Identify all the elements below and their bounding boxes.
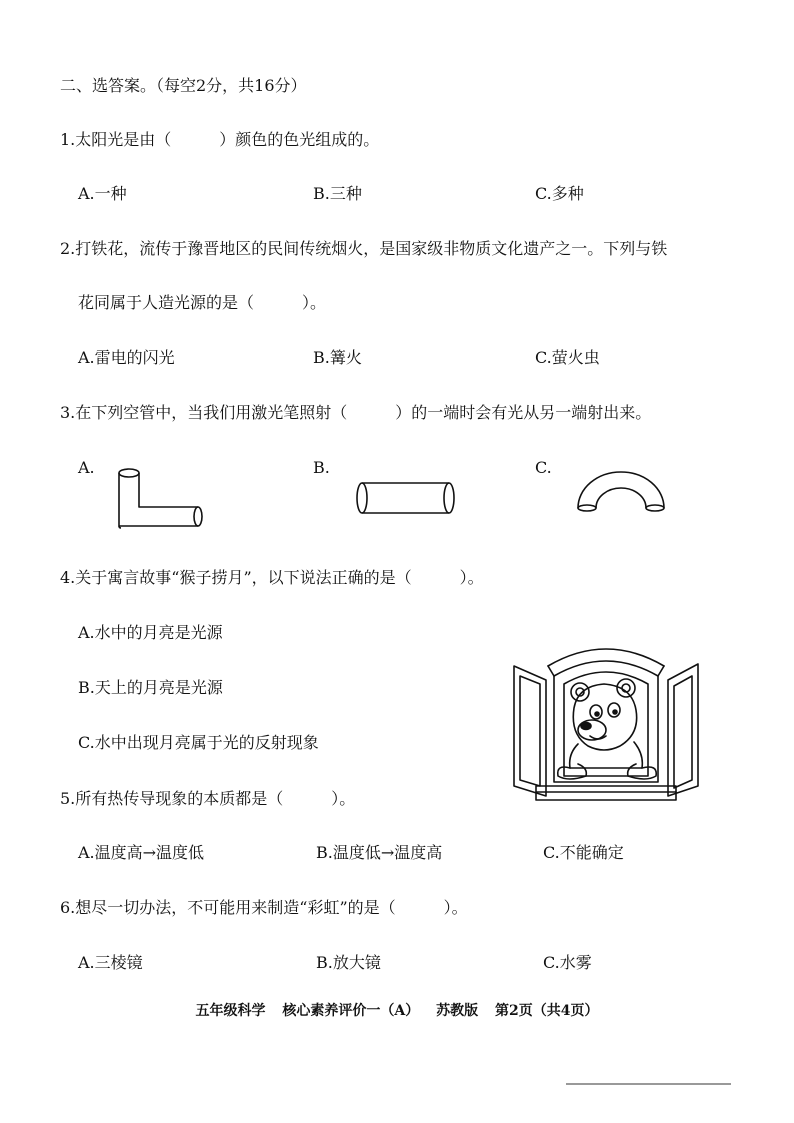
question-2-stem-line-2: 花同属于人造光源的是（ ）。 [78,293,327,312]
question-5-stem: 5.所有热传导现象的本质都是（ ）。 [60,789,356,808]
section-title: 二、选答案。（每空2分，共16分） [60,76,307,95]
question-3-option-c[interactable]: C. [535,458,552,477]
question-2-option-c[interactable]: C.萤火虫 [535,348,600,367]
page-footer [0,1000,794,1020]
question-4-option-b[interactable]: B.天上的月亮是光源 [78,678,223,697]
question-4-option-a[interactable]: A.水中的月亮是光源 [78,623,223,642]
footer-assessment: 核心素养评价一（A） [282,1003,420,1019]
bear-in-window-illustration [508,636,704,808]
arch-tube-icon [574,466,668,516]
question-2-option-a[interactable]: A.雷电的闪光 [78,348,175,367]
footer-subject: 五年级科学 [195,1003,266,1019]
question-3-stem: 3.在下列空管中，当我们用激光笔照射（ ）的一端时会有光从另一端射出来。 [60,403,652,422]
l-shaped-tube-icon [112,466,208,532]
question-2-option-b[interactable]: B.篝火 [313,348,362,367]
question-5-option-b[interactable]: B.温度低→温度高 [316,843,443,862]
question-5-option-a[interactable]: A.温度高→温度低 [78,843,205,862]
question-1-option-a[interactable]: A.一种 [78,184,127,203]
question-6-option-c[interactable]: C.水雾 [543,953,592,972]
question-4-option-c[interactable]: C.水中出现月亮属于光的反射现象 [78,733,319,752]
question-6-option-b[interactable]: B.放大镜 [316,953,381,972]
scan-artifact-line [566,1083,731,1085]
question-3-option-a[interactable]: A. [78,458,95,477]
question-3-option-b[interactable]: B. [313,458,330,477]
question-1-option-b[interactable]: B.三种 [313,184,362,203]
question-6-stem: 6.想尽一切办法，不可能用来制造“彩虹”的是（ ）。 [60,898,468,917]
question-1-option-c[interactable]: C.多种 [535,184,584,203]
question-1-stem: 1.太阳光是由（ ）颜色的色光组成的。 [60,130,380,149]
straight-tube-icon [352,480,458,516]
footer-page-number: 第2页（共4页） [495,1003,599,1019]
question-5-option-c[interactable]: C.不能确定 [543,843,624,862]
question-2-stem-line-1: 2.打铁花，流传于豫晋地区的民间传统烟火，是国家级非物质文化遗产之一。下列与铁 [60,239,668,258]
footer-edition: 苏教版 [436,1003,479,1019]
question-4-stem: 4.关于寓言故事“猴子捞月”，以下说法正确的是（ ）。 [60,568,484,587]
question-6-option-a[interactable]: A.三棱镜 [78,953,143,972]
